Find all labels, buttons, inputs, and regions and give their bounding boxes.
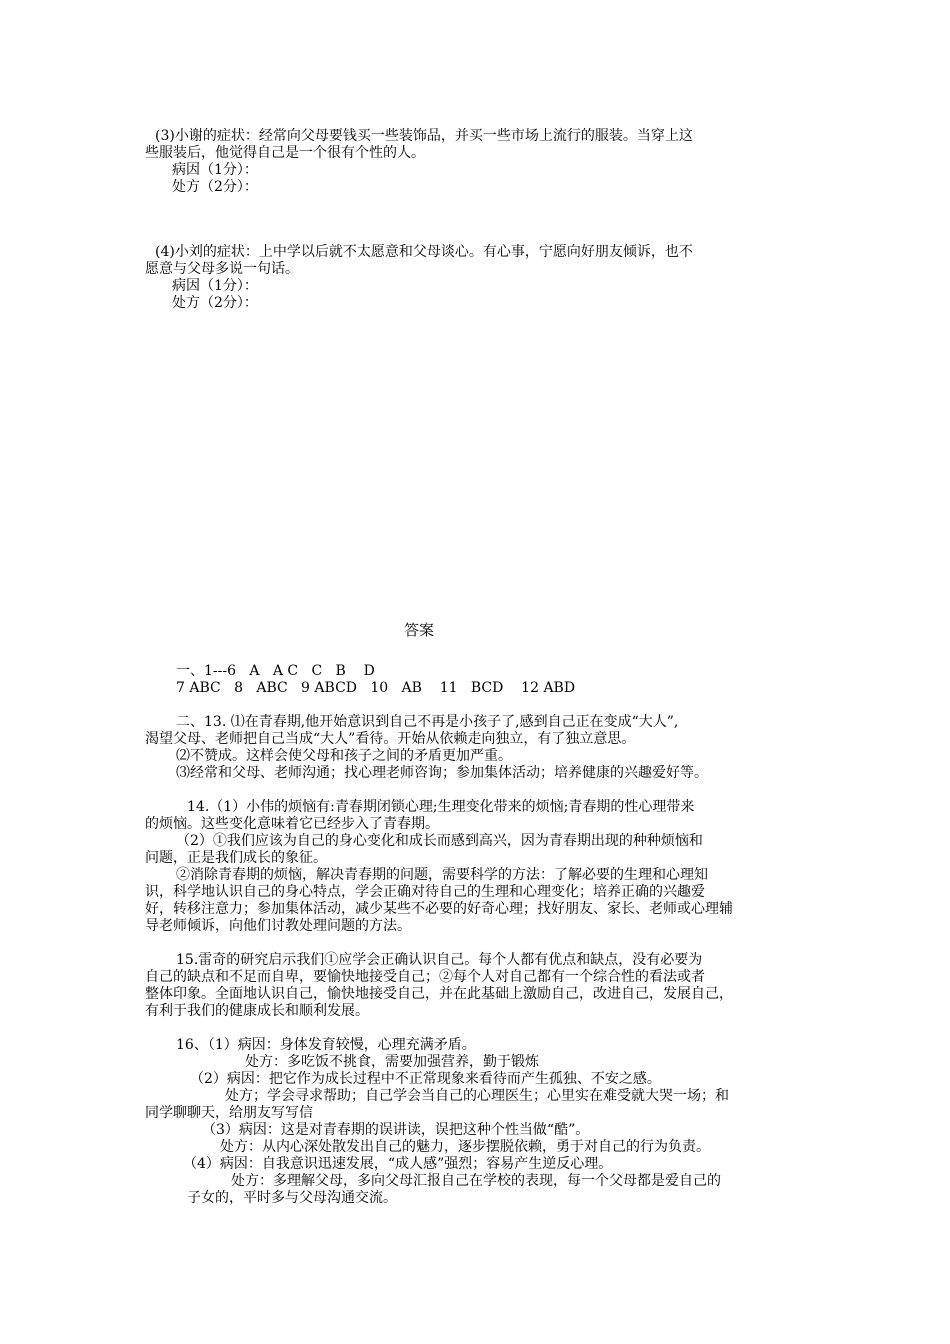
answer-16-line: 子女的，平时多与父母沟通交流。 — [187, 1190, 397, 1206]
answers-title: 答案 — [404, 621, 435, 639]
mc-answers-line1: 一、1---6 A A C C B D — [176, 663, 375, 679]
q3-cause-label: 病因（1分）： — [172, 162, 258, 178]
answer-15-line: 有利于我们的健康成长和顺利发展。 — [145, 1003, 369, 1019]
q4-remedy-label: 处方（2分）： — [172, 295, 258, 311]
answer-16-line: 同学聊聊天，给朋友写写信 — [145, 1105, 313, 1121]
answer-15-line: 15.雷奇的研究启示我们①应学会正确认识自己。每个人都有优点和缺点，没有必要为 — [176, 952, 703, 968]
q3-remedy-label: 处方（2分）： — [172, 179, 258, 195]
answer-16-line: 处方：多理解父母，多向父母汇报自己在学校的表现，每一个父母都是爱自己的 — [231, 1173, 721, 1189]
q3-symptom-line2: 些服装后，他觉得自己是一个很有个性的人。 — [145, 145, 425, 161]
answer-16-line: （3）病因：这是对青春期的误讲读，误把这种个性当做“酷”。 — [202, 1122, 590, 1138]
answer-15-line: 自己的缺点和不足而自卑，要愉快地接受自己；②每个人对自己都有一个综合性的看法或者 — [145, 969, 705, 985]
answer-14-line: 的烦恼。这些变化意味着它已经步入了青春期。 — [145, 816, 439, 832]
answer-13-line: 二、13. ⑴在青春期,他开始意识到自己不再是小孩子了,感到自己正在变成“大人”, — [176, 714, 679, 730]
answer-14-line: ②消除青春期的烦恼，解决青春期的问题，需要科学的方法：了解必要的生理和心理知 — [176, 867, 708, 883]
q3-symptom-line1: (3)小谢的症状：经常向父母要钱买一些装饰品，并买一些市场上流行的服装。当穿上这 — [155, 128, 693, 144]
q4-cause-label: 病因（1分）： — [172, 278, 258, 294]
answer-13-line: ⑶经常和父母、老师沟通；找心理老师咨询；参加集体活动；培养健康的兴趣爱好等。 — [176, 765, 708, 781]
answer-14-line: 好，转移注意力；参加集体活动，减少某些不必要的好奇心理；找好朋友、家长、老师或心理辅 — [145, 901, 733, 917]
answer-14-line: 问题，正是我们成长的象征。 — [145, 850, 327, 866]
answer-16-line: （2）病因：把它作为成长过程中不正常现象来看待而产生孤独、不安之感。 — [190, 1071, 661, 1087]
answer-16-line: 处方：从内心深处散发出自己的魅力，逐步摆脱依赖，勇于对自己的行为负责。 — [220, 1139, 710, 1155]
mc-answers-line2: 7 ABC 8 ABC 9 ABCD 10 AB 11 BCD 12 ABD — [176, 680, 576, 696]
q4-symptom-line1: (4)小刘的症状：上中学以后就不太愿意和父母谈心。有心事，宁愿向好朋友倾诉，也不 — [155, 244, 693, 260]
answer-16-line: 处方；学会寻求帮助；自己学会当自己的心理医生；心里实在难受就大哭一场；和 — [225, 1088, 729, 1104]
answer-16-line: 16、（1）病因：身体发育较慢，心理充满矛盾。 — [176, 1037, 476, 1053]
answer-15-line: 整体印象。全面地认识自己，愉快地接受自己，并在此基础上激励自己，改进自己，发展自己， — [145, 986, 733, 1002]
answer-14-line: （2）①我们应该为自己的身心变化和成长而感到高兴，因为青春期出现的种种烦恼和 — [176, 833, 703, 849]
q4-symptom-line2: 愿意与父母多说一句话。 — [145, 261, 299, 277]
answer-13-line: ⑵不赞成。这样会使父母和孩子之间的矛盾更加严重。 — [176, 748, 512, 764]
answer-14-line: 14.（1）小伟的烦恼有:青春期闭锁心理;生理变化带来的烦恼;青春期的性心理带来 — [187, 799, 695, 815]
answer-14-line: 识，科学地认识自己的身心特点，学会正确对待自己的生理和心理变化；培养正确的兴趣爱 — [145, 884, 705, 900]
answer-16-line: 处方：多吃饭不挑食，需要加强营养，勤于锻炼 — [245, 1054, 539, 1070]
answer-16-line: （4）病因：自我意识迅速发展，“成人感”强烈；容易产生逆反心理。 — [183, 1156, 613, 1172]
answer-14-line: 导老师倾诉，向他们讨教处理问题的方法。 — [145, 918, 411, 934]
answer-13-line: 渴望父母、老师把自己当成“大人”看待。开始从依赖走向独立，有了独立意思。 — [145, 731, 636, 747]
